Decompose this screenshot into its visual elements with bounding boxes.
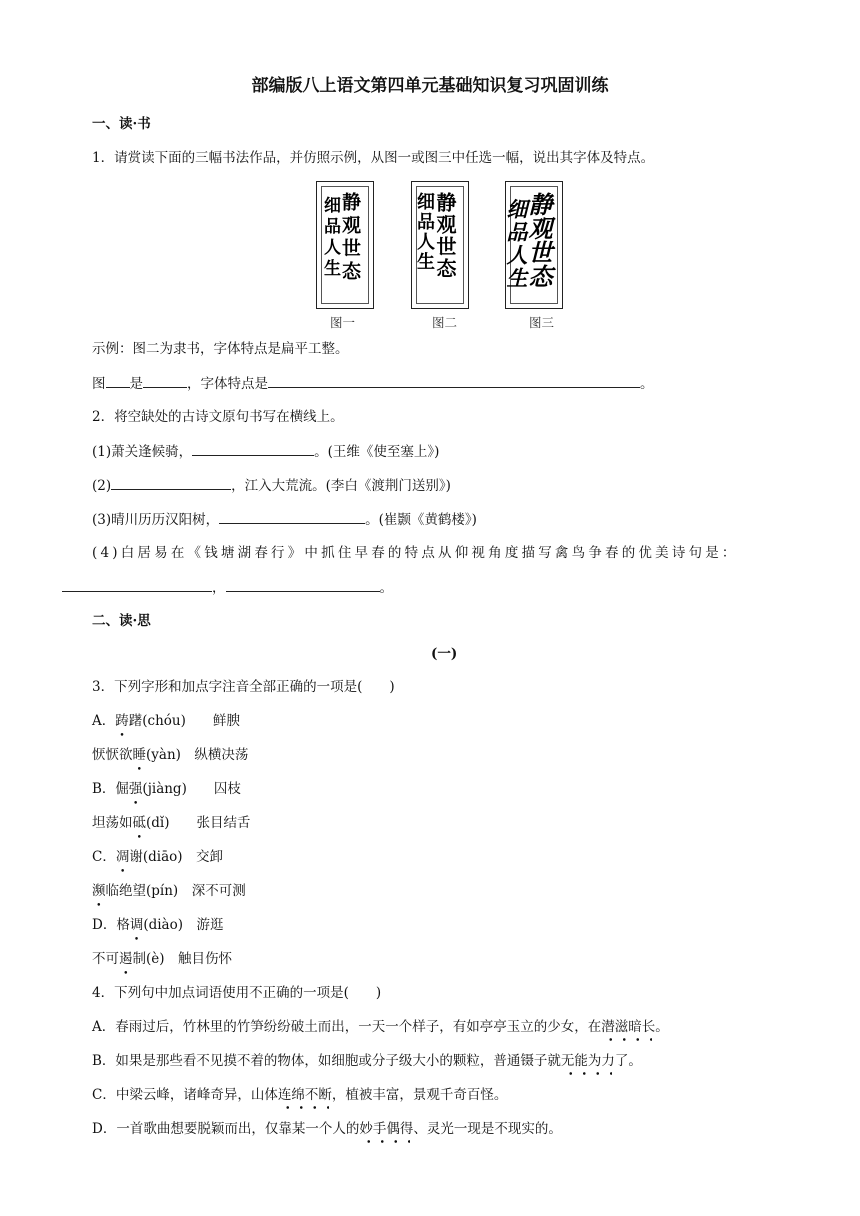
item-text: 。(王维《使至塞上》)	[314, 444, 440, 460]
question-4-option-a: A．春雨过后，竹林里的竹笋纷纷破土而出，一天一个样子，有如亭亭玉立的少女，在潜滋暗长。	[92, 1019, 669, 1035]
question-2-prompt: 2．将空缺处的古诗文原句书写在横线上。	[92, 409, 344, 425]
question-3-option-a-1: A．踌躇(chóu) 鲜腴	[92, 713, 240, 729]
question-3-option-d-2: 不可遏制(è) 触目伤怀	[92, 951, 233, 967]
question-3-option-a-2: 恹恹欲睡(yàn) 纵横决荡	[92, 747, 249, 763]
dotted-word: 无能为力	[560, 1053, 615, 1069]
dotted-word: 潜滋暗长	[601, 1019, 656, 1035]
question-3-option-c-1: C．凋谢(diāo) 交卸	[92, 849, 224, 865]
item-text: (3)晴川历历汉阳树，	[92, 512, 220, 528]
calligraphy-text: 静观世态	[524, 192, 553, 288]
blank-figure[interactable]	[106, 373, 130, 388]
calligraphy-text: 静观世态	[433, 192, 457, 280]
page-title: 部编版八上语文第四单元基础知识复习巩固训练	[251, 76, 609, 96]
blank-answer[interactable]	[62, 577, 212, 592]
question-2-item-3	[92, 509, 477, 530]
question-4-prompt: 4．下列句中加点词语使用不正确的一项是( )	[92, 985, 382, 1001]
section-heading-2: 二、读·思	[92, 613, 151, 629]
figure-caption-1: 图一	[330, 315, 356, 330]
item-text: ，江入大荒流。(李白《渡荆门送别》)	[231, 478, 451, 494]
blank-font[interactable]	[143, 373, 187, 388]
blank-answer[interactable]	[111, 475, 231, 490]
calligraphy-figure-2	[411, 181, 469, 309]
item-text: 。	[379, 580, 393, 596]
question-2-item-1	[92, 441, 439, 462]
item-text: 。(崔颢《黄鹤楼》)	[365, 512, 477, 528]
answer-text: 。	[640, 376, 654, 392]
question-2-item-2	[92, 475, 451, 496]
dotted-word: 连绵不断	[277, 1087, 332, 1103]
answer-text: 图	[92, 376, 106, 392]
calligraphy-text: 细品人生	[320, 196, 340, 280]
question-3-option-d-1: D．格调(diào) 游逛	[92, 917, 224, 933]
item-text: ，	[212, 580, 226, 596]
question-4-option-b: B．如果是那些看不见摸不着的物体，如细胞或分子级大小的颗粒，普通镊子就无能为力了。	[92, 1053, 642, 1069]
section-heading-1: 一、读·书	[92, 116, 151, 132]
figure-caption-2: 图二	[432, 315, 458, 330]
question-3-option-b-2: 坦荡如砥(dǐ) 张目结舌	[92, 815, 251, 831]
calligraphy-text: 细品人生	[504, 198, 529, 290]
answer-text: ，字体特点是	[187, 376, 268, 392]
blank-answer[interactable]	[226, 577, 380, 592]
blank-answer[interactable]	[219, 509, 365, 524]
answer-text: 是	[129, 376, 143, 392]
question-1-example: 示例：图二为隶书，字体特点是扁平工整。	[92, 341, 349, 357]
blank-feature[interactable]	[268, 373, 640, 388]
calligraphy-figure-3	[505, 181, 563, 309]
part-marker: (一)	[431, 646, 458, 662]
question-3-prompt: 3．下列字形和加点字注音全部正确的一项是( )	[92, 679, 395, 695]
question-1-prompt: 1．请赏读下面的三幅书法作品，并仿照示例，从图一或图三中任选一幅，说出其字体及特点。	[92, 150, 655, 166]
question-1-answer-line	[92, 373, 654, 394]
blank-answer[interactable]	[192, 441, 314, 456]
question-3-option-b-1: B．倔强(jiàng) 囚枝	[92, 781, 241, 797]
calligraphy-text: 静观世态	[339, 192, 361, 284]
calligraphy-figure-1	[316, 181, 374, 309]
item-text: (1)萧关逢候骑，	[92, 444, 193, 460]
question-3-option-c-2: 濒临绝望(pín) 深不可测	[92, 883, 246, 899]
figure-caption-3: 图三	[529, 315, 555, 330]
item-text: (2)	[92, 478, 112, 494]
question-2-item-4: (4)白居易在《钱塘湖春行》中抓住早春的特点从仰视角度描写禽鸟争春的优美诗句是：	[92, 545, 739, 561]
question-2-item-4-blanks	[62, 577, 393, 598]
question-4-option-c: C．中梁云峰，诸峰奇异，山体连绵不断，植被丰富，景观千奇百怪。	[92, 1087, 508, 1103]
question-4-option-d: D．一首歌曲想要脱颖而出，仅靠某一个人的妙手偶得、灵光一现是不现实的。	[92, 1121, 562, 1137]
dotted-word: 妙手偶得	[359, 1121, 414, 1137]
calligraphy-text: 细品人生	[414, 192, 435, 272]
